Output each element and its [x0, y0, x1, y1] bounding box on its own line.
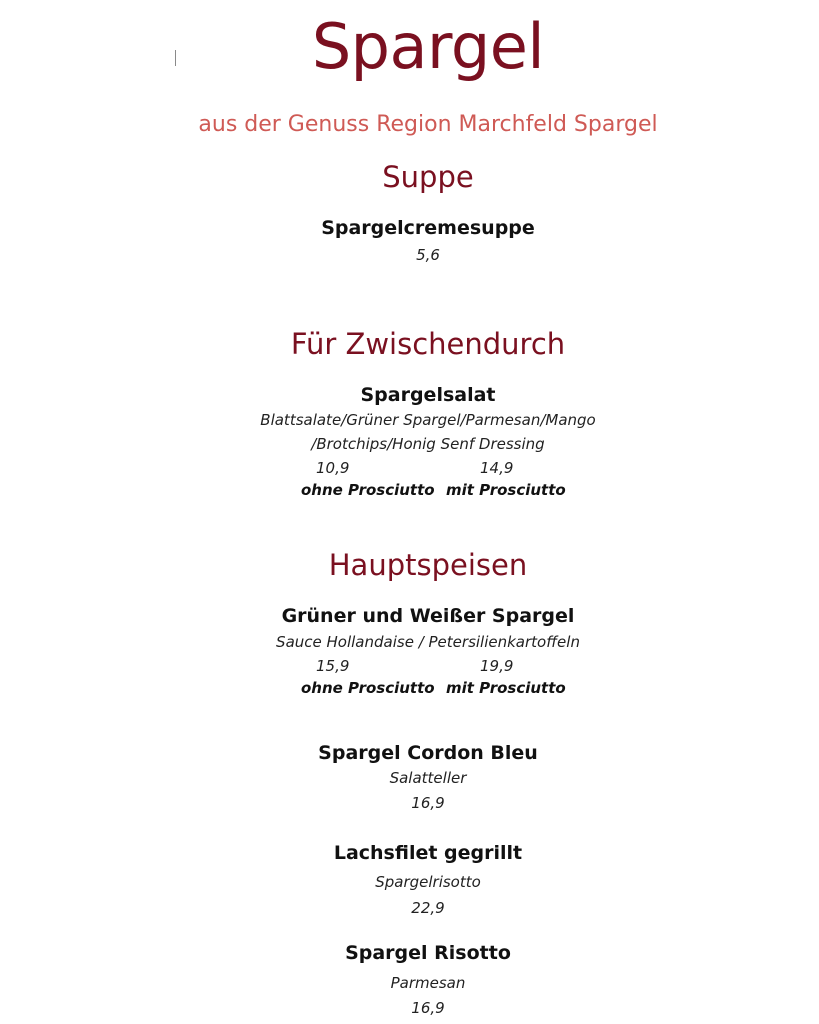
- dish-description: Parmesan: [390, 974, 466, 992]
- dish-description-line: /Brotchips/Honig Senf Dressing: [311, 435, 545, 453]
- dish-price: 22,9: [411, 899, 445, 917]
- label-with-prosciutto: mit Prosciutto: [446, 679, 566, 697]
- menu-title: Spargel: [311, 10, 545, 83]
- dish-name: Spargel Risotto: [345, 942, 511, 964]
- menu-subtitle: aus der Genuss Region Marchfeld Spargel: [198, 112, 658, 137]
- dish-name: Spargelsalat: [360, 384, 496, 406]
- price-without-prosciutto: 15,9: [316, 657, 350, 675]
- label-without-prosciutto: ohne Prosciutto: [301, 481, 435, 499]
- dish-price: 16,9: [411, 794, 445, 812]
- dish-description: Spargelrisotto: [375, 873, 481, 891]
- dish-name: Spargel Cordon Bleu: [318, 742, 538, 764]
- dish-description-line: Blattsalate/Grüner Spargel/Parmesan/Mango: [260, 411, 596, 429]
- dish-description: Sauce Hollandaise / Petersilienkartoffeln: [276, 633, 580, 651]
- dish-description: Salatteller: [389, 769, 467, 787]
- section-heading-suppe: Suppe: [382, 160, 474, 194]
- price-with-prosciutto: 19,9: [480, 657, 514, 675]
- section-heading-zwischendurch: Für Zwischendurch: [290, 327, 566, 361]
- dish-name: Grüner und Weißer Spargel: [281, 605, 575, 627]
- label-with-prosciutto: mit Prosciutto: [446, 481, 566, 499]
- dish-price: 5,6: [416, 246, 440, 264]
- dish-name: Spargelcremesuppe: [321, 217, 535, 239]
- dish-price: 16,9: [411, 999, 445, 1017]
- price-without-prosciutto: 10,9: [316, 459, 350, 477]
- price-with-prosciutto: 14,9: [480, 459, 514, 477]
- section-heading-hauptspeisen: Hauptspeisen: [328, 548, 528, 582]
- label-without-prosciutto: ohne Prosciutto: [301, 679, 435, 697]
- dish-name: Lachsfilet gegrillt: [333, 842, 523, 864]
